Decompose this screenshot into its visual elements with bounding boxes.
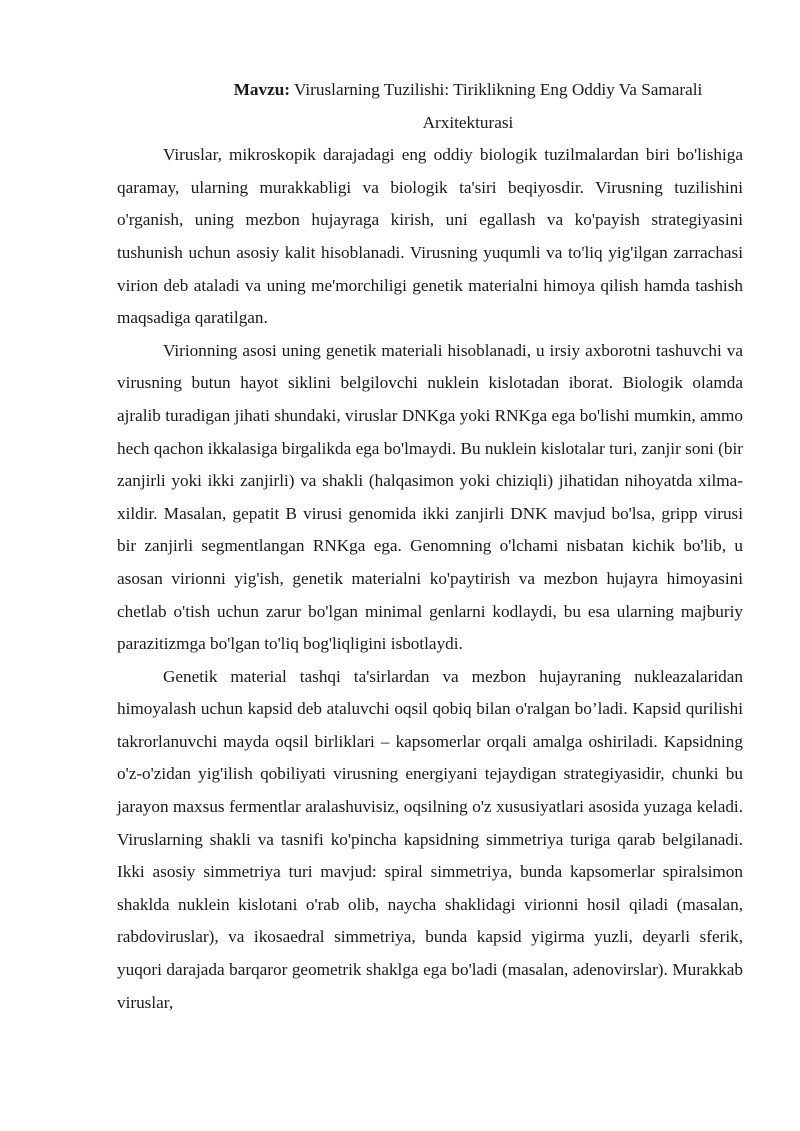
paragraph-1: Viruslar, mikroskopik darajadagi eng oddiy biologik tuzilmalardan biri bo'lishiga qaramay, ularning murakkabligi va biologik ta'siri beqiyosdir. Virusning tuzilishini o'rganish, uning mezbon hujayraga kirish, uni egallash va ko'payish strategiyasini tushunish uchun asosiy kalit hisoblanadi. Virusning yuqumli va to'liq yig'ilgan zarrachasi virion deb ataladi va uning me'morchiligi genetik materialni himoya qilish hamda tashish maqsadiga qaratilgan. — [117, 145, 743, 328]
title-lead: Mavzu: — [233, 80, 291, 99]
title-text: Viruslarning Tuzilishi: Tiriklikning Eng Oddiy Va Samarali Arxitekturasi — [290, 80, 703, 132]
document-title — [117, 74, 743, 139]
document-page — [117, 74, 743, 1019]
paragraph-2: Virionning asosi uning genetik materiali hisoblanadi, u irsiy axborotni tashuvchi va virusning butun hayot siklini belgilovchi nuklein kislotadan iborat. Biologik olamda ajralib turadigan jihati shundaki, viruslar DNKga yoki RNKga ega bo'lishi mumkin, ammo hech qachon ikkalasiga birgalikda ega bo'lmaydi. Bu nuklein kislotalar turi, zanjir soni (bir zanjirli yoki ikki zanjirli) va shakli (halqasimon yoki chiziqli) jihatidan nihoyatda xilma-xildir. Masalan, gepatit B virusi genomida ikki zanjirli DNK mavjud bo'lsa, gripp virusi bir zanjirli segmentlangan RNKga ega. Genomning o'lchami nisbatan kichik bo'lib, u asosan virionni yig'ish, genetik materialni ko'paytirish va mezbon hujayra himoyasini chetlab o'tish uchun zarur bo'lgan minimal genlarni kodlaydi, bu esa ularning majburiy parazitizmga bo'lgan to'liq bog'liqligini isbotlaydi. — [117, 340, 743, 654]
paragraph-3: Genetik material tashqi ta'sirlardan va mezbon hujayraning nukleazalaridan himoyalash uchun kapsid deb ataluvchi oqsil qobiq bilan o'ralgan bo’ladi. Kapsid qurilishi takrorlanuvchi mayda oqsil birliklari – kapsomerlar orqali amalga oshiriladi. Kapsidning o'z-o'zidan yig'ilish qobiliyati virusning energiyani tejaydigan strategiyasidir, chunki bu jarayon maxsus fermentlar aralashuvisiz, oqsilning o'z xususiyatlari asosida yuzaga keladi. Viruslarning shakli va tasnifi ko'pincha kapsidning simmetriya turiga qarab belgilanadi. Ikki asosiy simmetriya turi mavjud: spiral simmetriya, bunda kapsomerlar spiralsimon shaklda nuklein kislotani o'rab olib, naycha shaklidagi virionni hosil qiladi (masalan, rabdoviruslar), va ikosaedral simmetriya, bunda kapsid yigirma yuzli, deyarli sferik, yuqori darajada barqaror geometrik shaklga ega bo'ladi (masalan, adenovirslar). Murakkab viruslar, — [117, 666, 743, 1012]
